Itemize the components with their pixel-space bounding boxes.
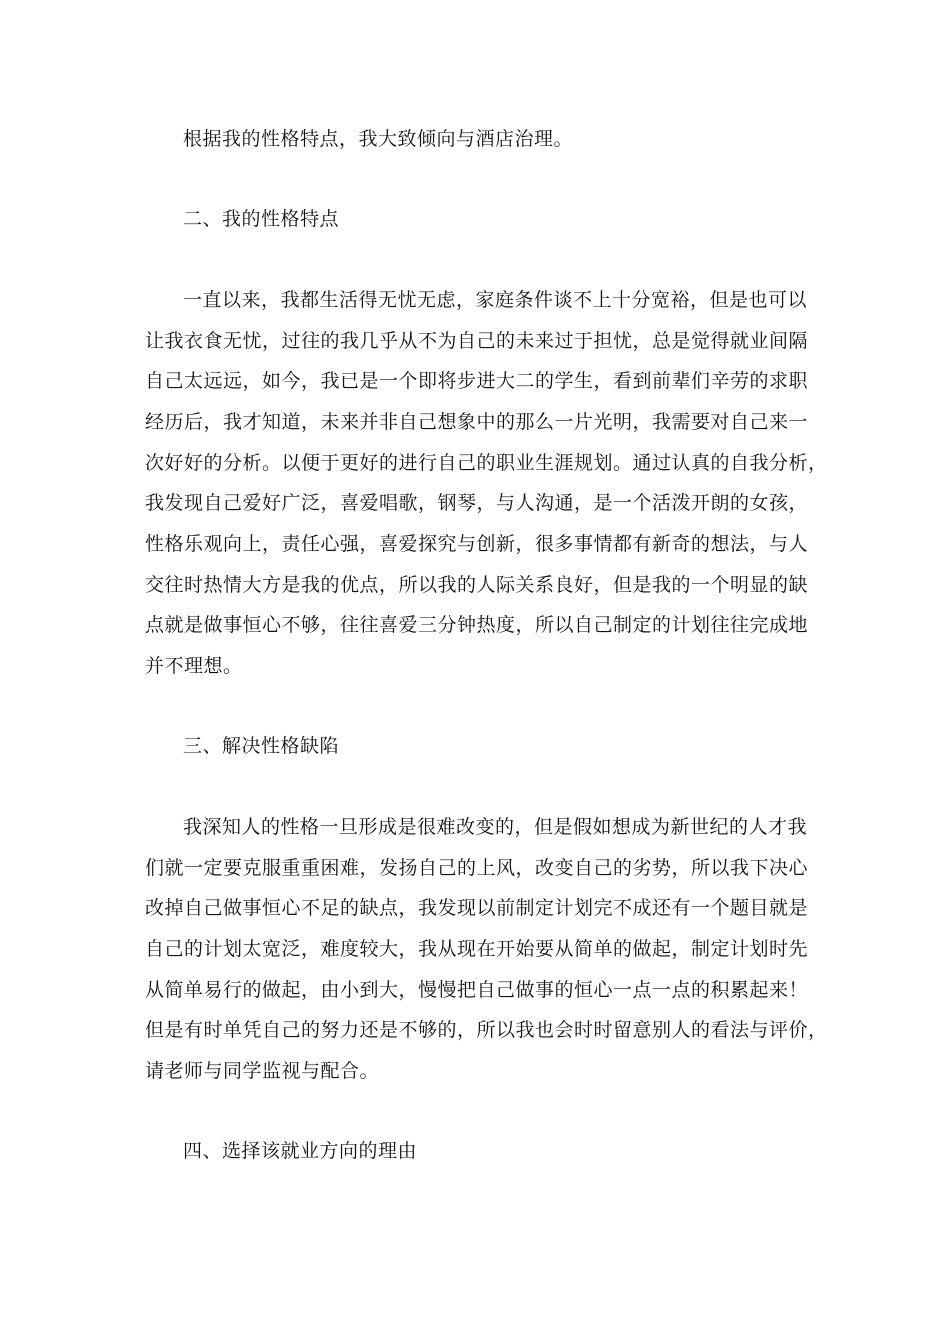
section-heading-2: 二、我的性格特点 — [183, 208, 340, 230]
paragraph-line: 们就一定要克服重重困难，发扬自己的上风，改变自己的劣势，所以我下决心 — [145, 857, 809, 879]
paragraph-line: 我深知人的性格一旦形成是很难改变的，但是假如想成为新世纪的人才我 — [183, 816, 808, 838]
paragraph-line: 但是有时单凭自己的努力还是不够的，所以我也会时时留意别人的看法与评价， — [145, 1019, 828, 1041]
paragraph-line: 性格乐观向上，责任心强，喜爱探究与创新，很多事情都有新奇的想法，与人 — [145, 533, 809, 555]
paragraph-line: 次好好的分析。以便于更好的进行自己的职业生涯规划。通过认真的自我分析， — [145, 452, 828, 474]
section-heading-3: 三、解决性格缺陷 — [183, 735, 340, 757]
lead-sentence: 根据我的性格特点，我大致倾向与酒店治理。 — [183, 128, 574, 150]
paragraph-line: 交往时热情大方是我的优点，所以我的人际关系良好，但是我的一个明显的缺 — [145, 574, 809, 596]
paragraph-line: 自己的计划太宽泛，难度较大，我从现在开始要从简单的做起，制定计划时先 — [145, 938, 809, 960]
section-heading-4: 四、选择该就业方向的理由 — [183, 1140, 418, 1162]
paragraph-line: 并不理想。 — [145, 655, 243, 677]
paragraph-line: 自己太远远，如今，我已是一个即将步进大二的学生，看到前辈们辛劳的求职 — [145, 370, 809, 392]
paragraph-line: 改掉自己做事恒心不足的缺点，我发现以前制定计划完不成还有一个题目就是 — [145, 897, 809, 919]
paragraph-line: 一直以来，我都生活得无忧无虑，家庭条件谈不上十分宽裕，但是也可以 — [183, 289, 808, 311]
paragraph-line: 让我衣食无忧，过往的我几乎从不为自己的未来过于担忧，总是觉得就业间隔 — [145, 330, 809, 352]
paragraph-line: 我发现自己爱好广泛，喜爱唱歌，钢琴，与人沟通，是一个活泼开朗的女孩， — [145, 492, 809, 514]
paragraph-line: 经历后，我才知道，未来并非自己想象中的那么一片光明，我需要对自己来一 — [145, 411, 809, 433]
paragraph-line: 从简单易行的做起，由小到大，慢慢把自己做事的恒心一点一点的积累起来！ — [145, 979, 809, 1001]
paragraph-line: 请老师与同学监视与配合。 — [145, 1060, 380, 1082]
paragraph-line: 点就是做事恒心不够，往往喜爱三分钟热度，所以自己制定的计划往往完成地 — [145, 614, 809, 636]
